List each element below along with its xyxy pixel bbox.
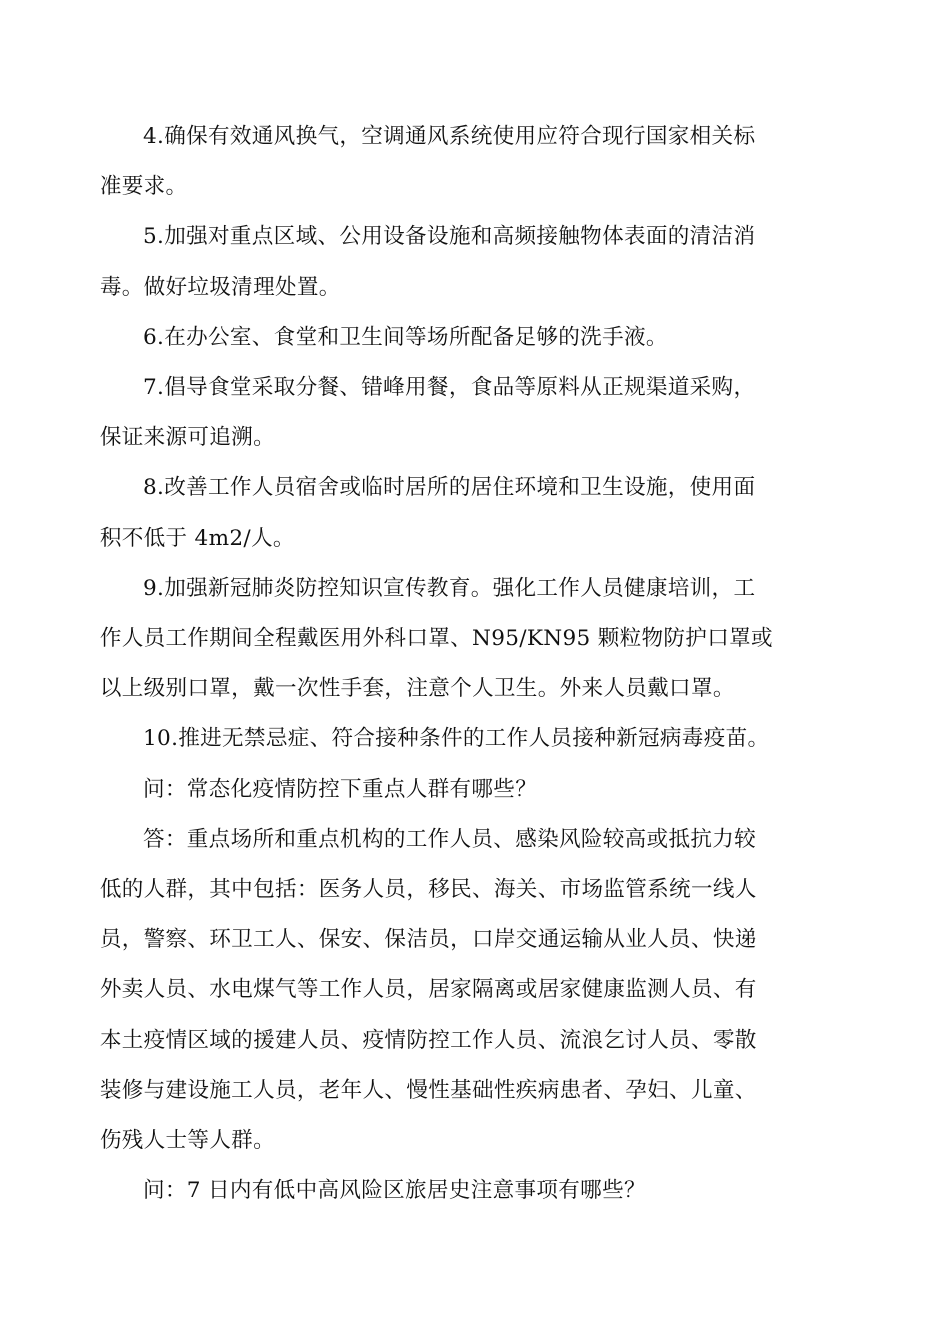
paragraph — [99, 112, 807, 212]
text-line: 员，警察、环卫工人、保安、保洁员，口岸交通运输从业人员、快递 — [99, 927, 757, 953]
paragraph — [143, 313, 807, 363]
paragraph — [143, 714, 807, 764]
paragraph — [99, 815, 807, 1166]
text-line: 9.加强新冠肺炎防控知识宣传教育。强化工作人员健康培训，工 — [143, 575, 756, 601]
text-line: 问：7 日内有低中高风险区旅居史注意事项有哪些？ — [143, 1178, 646, 1204]
paragraph — [143, 765, 807, 815]
text-line: 保证来源可追溯。 — [99, 425, 275, 451]
text-line: 外卖人员、水电煤气等工作人员，居家隔离或居家健康监测人员、有 — [99, 977, 757, 1003]
text-line: 装修与建设施工人员，老年人、慢性基础性疾病患者、孕妇、儿童、 — [99, 1077, 757, 1103]
paragraph — [99, 212, 807, 312]
text-line: 5.加强对重点区域、公用设备设施和高频接触物体表面的清洁消 — [143, 224, 756, 250]
paragraph — [99, 463, 807, 563]
document-body — [99, 112, 807, 1216]
text-line: 积不低于 4m2/人。 — [99, 525, 295, 551]
paragraph — [99, 564, 807, 715]
text-line: 作人员工作期间全程戴医用外科口罩、N95/KN95 颗粒物防护口罩或 — [99, 626, 773, 652]
text-line: 低的人群，其中包括：医务人员，移民、海关、市场监管系统一线人 — [99, 877, 757, 903]
text-line: 答：重点场所和重点机构的工作人员、感染风险较高或抵抗力较 — [143, 826, 757, 852]
text-line: 毒。做好垃圾清理处置。 — [99, 274, 341, 300]
paragraph — [143, 1166, 807, 1216]
text-line: 8.改善工作人员宿舍或临时居所的居住环境和卫生设施，使用面 — [143, 475, 756, 501]
text-line: 伤残人士等人群。 — [99, 1128, 275, 1154]
text-line: 4.确保有效通风换气，空调通风系统使用应符合现行国家相关标 — [143, 124, 756, 149]
text-line: 准要求。 — [99, 174, 188, 200]
text-line: 本土疫情区域的援建人员、疫情防控工作人员、流浪乞讨人员、零散 — [99, 1027, 757, 1053]
text-line: 以上级别口罩，戴一次性手套，注意个人卫生。外来人员戴口罩。 — [99, 676, 735, 702]
paragraph — [99, 363, 807, 463]
text-line: 6.在办公室、食堂和卫生间等场所配备足够的洗手液。 — [143, 324, 668, 350]
text-line: 7.倡导食堂采取分餐、错峰用餐，食品等原料从正规渠道采购， — [143, 375, 756, 401]
text-line: 问：常态化疫情防控下重点人群有哪些？ — [143, 776, 538, 802]
text-line: 10.推进无禁忌症、符合接种条件的工作人员接种新冠病毒疫苗。 — [143, 726, 770, 752]
